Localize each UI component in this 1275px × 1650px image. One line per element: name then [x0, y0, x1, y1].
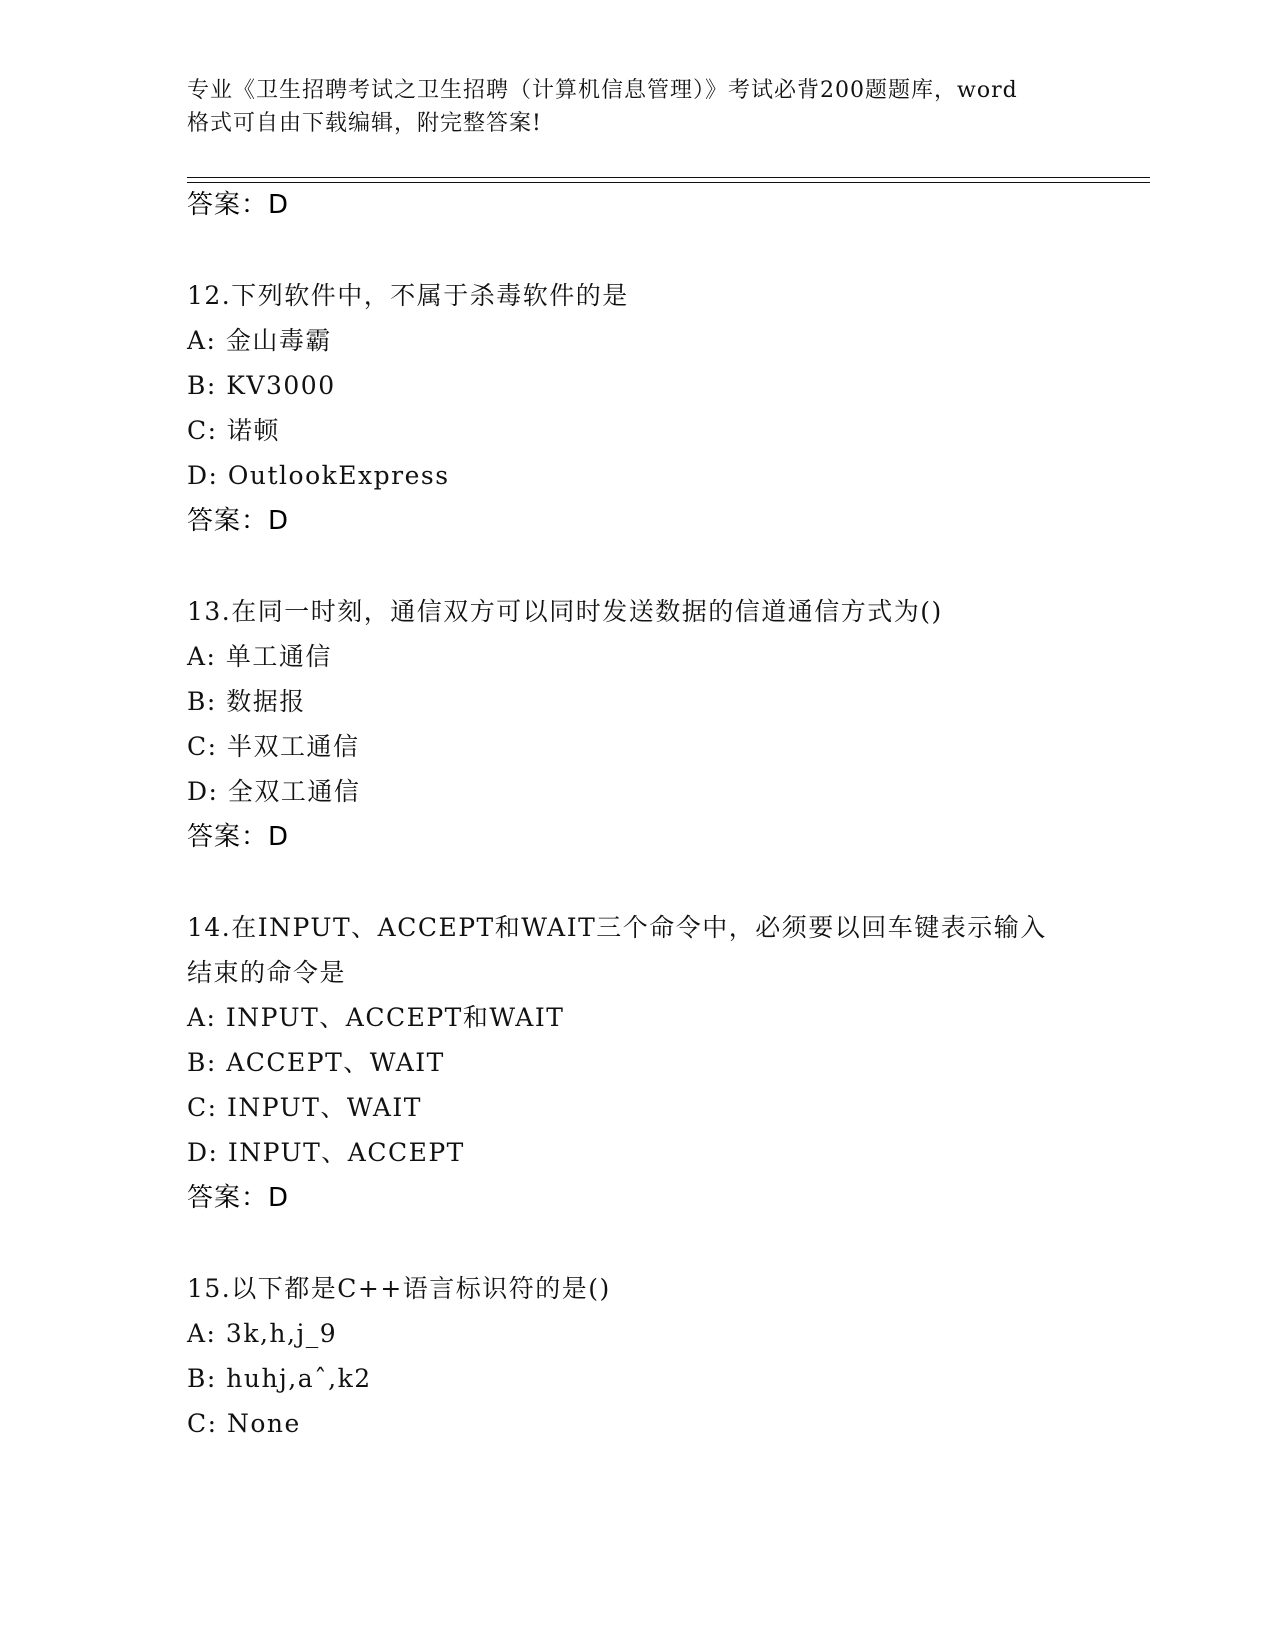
q14-option-d: D: INPUT、ACCEPT [187, 1138, 465, 1167]
q12-option-b: B: KV3000 [187, 371, 336, 400]
question-13: 13.在同一时刻，通信双方可以同时发送数据的信道通信方式为() [187, 597, 943, 626]
q13-option-c: C: 半双工通信 [187, 732, 360, 761]
header-line-1: 专业《卫生招聘考试之卫生招聘（计算机信息管理）》考试必背200题题库，word [187, 78, 1018, 103]
q12-option-a: A: 金山毒霸 [187, 326, 332, 355]
answer-q13: 答案：D [187, 822, 290, 852]
header-line-2: 格式可自由下载编辑，附完整答案! [187, 111, 542, 136]
q14-option-b: B: ACCEPT、WAIT [187, 1048, 445, 1077]
q12-option-d: D: OutlookExpress [187, 461, 450, 490]
question-12: 12.下列软件中，不属于杀毒软件的是 [187, 281, 629, 310]
q12-option-c: C: 诺顿 [187, 416, 280, 445]
q14-option-a: A: INPUT、ACCEPT和WAIT [187, 1003, 565, 1032]
q15-option-a: A: 3k,h,j_9 [187, 1319, 338, 1348]
header-divider-bottom [187, 182, 1150, 183]
question-14-continued: 结束的命令是 [187, 958, 347, 987]
header-divider-top [187, 177, 1150, 178]
q15-option-b: B: huhj,aˆ,k2 [187, 1364, 372, 1393]
q13-option-d: D: 全双工通信 [187, 777, 361, 806]
answer-q12: 答案：D [187, 506, 290, 536]
q13-option-b: B: 数据报 [187, 687, 306, 716]
answer-q14: 答案：D [187, 1183, 290, 1213]
question-14: 14.在INPUT、ACCEPT和WAIT三个命令中，必须要以回车键表示输入 [187, 913, 1047, 942]
q15-option-c: C: None [187, 1409, 301, 1438]
question-15: 15.以下都是C++语言标识符的是() [187, 1274, 611, 1303]
answer-q11: 答案：D [187, 190, 290, 220]
q14-option-c: C: INPUT、WAIT [187, 1093, 422, 1122]
document-header [187, 74, 1087, 140]
q13-option-a: A: 单工通信 [187, 642, 332, 671]
